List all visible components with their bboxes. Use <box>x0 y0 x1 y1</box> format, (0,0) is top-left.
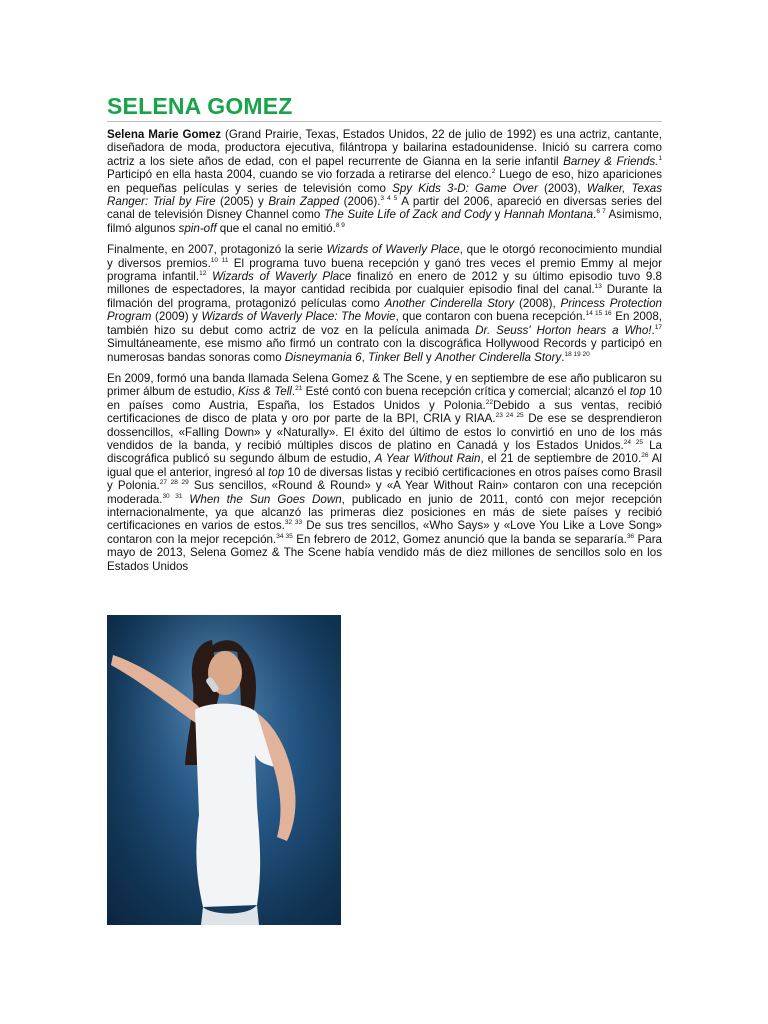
text-run: En febrero de 2012, Gomez anunció que la banda se separaría. <box>292 532 627 546</box>
reference-marker: 30 31 <box>162 492 183 500</box>
reference-marker: 12 <box>199 270 207 278</box>
italic-text: Walker, Texas Ranger: Trial by Fire <box>107 181 662 209</box>
reference-marker: 10 11 <box>210 256 229 264</box>
text-run: (2009) y <box>151 310 202 324</box>
italic-text: Barney & Friends. <box>563 154 659 168</box>
italic-text: Dr. Seuss' Horton hears a Who! <box>475 323 652 337</box>
italic-text: Brain Zapped <box>268 195 340 209</box>
text-run: . <box>561 350 565 364</box>
text-run: . <box>291 385 296 399</box>
reference-marker: 8 9 <box>335 221 345 229</box>
reference-marker: 6 7 <box>596 208 606 216</box>
text-run: 10 de diversas listas y recibió certificaciones en otros países como Brasil y Polonia. <box>107 465 662 493</box>
text-run: Para mayo de 2013, Selena Gomez & The Scene había vendido más de diez millones de sencillos solo en los Estados Unidos <box>107 532 663 573</box>
reference-marker: 24 25 <box>623 439 643 447</box>
reference-marker: 13 <box>594 283 602 291</box>
text-run: finalizó en enero de 2012 y su último episodio tuvo 9.8 millones de espectadores, la mayor cantidad recibida por cualquier episodio final del canal. <box>107 270 662 297</box>
reference-marker: 22 <box>485 398 493 406</box>
paragraph-2 <box>107 243 662 364</box>
text-run: 10 en países como Austria, España, los Estados Unidos y Polonia. <box>107 385 662 412</box>
italic-text: spin-off <box>178 221 217 235</box>
italic-text: top <box>629 385 646 399</box>
text-run: Asimismo, filmó algunos <box>107 208 663 235</box>
italic-text: Kiss & Tell <box>238 385 292 399</box>
italic-text: Tinker Bell <box>368 350 423 364</box>
concert-photo <box>107 615 341 925</box>
reference-marker: 1 <box>658 154 662 162</box>
text-run: (2003), <box>537 181 587 195</box>
text-run: , el 21 de septiembre de 2010. <box>480 452 642 466</box>
italic-text: Wizards of Waverly Place <box>326 243 460 257</box>
concert-photo-illustration <box>107 615 341 925</box>
text-run: , que contaron con buena recepción. <box>395 310 586 324</box>
text-run: La discográfica publicó su segundo álbum de estudio, <box>107 438 662 466</box>
paragraph-1 <box>107 128 662 235</box>
reference-marker: 23 24 25 <box>495 412 524 420</box>
italic-text: Another Cinderella Story <box>384 296 515 310</box>
text-run: . <box>651 323 655 337</box>
italic-text: Wizards of Waverly Place <box>212 270 352 284</box>
text-run: Finalmente, en 2007, protagonizó la serie <box>107 243 327 257</box>
text-run: De sus tres sencillos, «Who Says» y «Love You Like a Love Song» contaron con la mejor recepción. <box>107 519 662 546</box>
text-run: A partir del 2006, apareció en diversas series del canal de televisión Disney Channel como <box>107 195 662 222</box>
italic-text: Wizards of Waverly Place: The Movie <box>201 310 396 324</box>
italic-text: Another Cinderella Story <box>434 350 562 364</box>
text-run: En 2009, formó una banda llamada Selena Gomez & The Scene, y en septiembre de ese año publicaron su primer álbum de estudio, <box>107 371 662 399</box>
text-run: y <box>491 208 504 222</box>
text-run: que el canal no emitió. <box>216 221 336 235</box>
bold-text: Selena Marie Gomez <box>107 128 222 141</box>
italic-text: Hannah Montana <box>503 208 594 222</box>
italic-text: top <box>268 465 285 479</box>
reference-marker: 3 4 5 <box>380 195 398 203</box>
text-run: (2008), <box>514 296 561 310</box>
italic-text: When the Sun Goes Down <box>189 492 342 506</box>
text-run: De ese se desprendieron dossencillos, «Falling Down» y «Naturally». El éxito del último de estos lo convirtió en uno de los más vendidos de la banda, y recibió múltiples discos de platino en Canadá y los Estados Unidos. <box>107 412 662 452</box>
text-run: Luego de eso, hizo apariciones en pequeñas películas y series de televisión como <box>107 168 662 195</box>
paragraph-3 <box>107 372 662 573</box>
reference-marker: 26 <box>641 452 649 460</box>
text-run: , <box>361 350 369 364</box>
text-run: Al igual que el anterior, ingresó al <box>107 452 663 479</box>
italic-text: Princess Protection Program <box>107 296 662 324</box>
text-run: Esté contó con buena recepción crítica y comercial; alcanzó el <box>302 385 630 399</box>
text-run: , publicado en junio de 2011, contó con mejor recepción internacionalmente, ya que alcanzó las primeras diez posiciones en más de siete países y recibió certificaciones en varios de estos. <box>107 492 662 533</box>
text-run: (Grand Prairie, Texas, Estados Unidos, 22 de julio de 1992) es una actriz, cantante, diseñadora de moda, productora ejecutiva, filántropa y bailarina estadounidense. Inició su carrera como actriz a los siete años de edad, con el papel recurrente de Gianna en la serie infantil <box>107 128 662 168</box>
reference-marker: 27 28 29 <box>159 479 189 487</box>
text-run: (2005) y <box>215 195 269 209</box>
text-run: El programa tuvo buena recepción y ganó tres veces el premio Emmy al mejor programa infantil. <box>107 256 662 284</box>
text-run: Sus sencillos, «Round & Round» y «A Year Without Rain» contaron con una recepción moderada. <box>107 479 662 506</box>
text-run: Durante la filmación del programa, protagonizó películas como <box>107 283 662 310</box>
reference-marker: 21 <box>295 385 303 393</box>
reference-marker: 14 15 16 <box>585 310 612 318</box>
text-run: y <box>422 350 435 364</box>
document-title: SELENA GOMEZ <box>107 93 293 119</box>
text-run: . <box>593 208 597 222</box>
text-run: , que le otorgó reconocimiento mundial y diversos premios. <box>107 243 662 270</box>
italic-text: A Year Without Rain <box>374 452 481 466</box>
text-run: Participó en ella hasta 2004, cuando se vio forzada a retirarse del elenco. <box>107 168 492 182</box>
reference-marker: 2 <box>491 168 496 176</box>
italic-text: Spy Kids 3-D: Game Over <box>392 181 538 195</box>
text-run: Debido a sus ventas, recibió certificaciones de disco de plata y oro por parte de la BPI, CRIA y RIAA. <box>107 398 662 426</box>
reference-marker: 34 35 <box>276 532 293 540</box>
text-run: En 2008, también hizo su debut como actriz de voz en la película animada <box>107 310 662 337</box>
reference-marker: 36 <box>626 532 635 540</box>
text-run: (2006). <box>339 195 381 209</box>
italic-text: Disneymania 6 <box>284 350 362 364</box>
reference-marker: 32 33 <box>284 519 303 527</box>
text-run: Simultáneamente, ese mismo año firmó un contrato con la discográfica Hollywood Records y participó en numerosas bandas sonoras como <box>107 337 662 364</box>
reference-marker: 17 <box>654 323 662 331</box>
title-divider <box>107 121 662 122</box>
italic-text: The Suite Life of Zack and Cody <box>323 208 492 222</box>
document-body <box>107 92 662 581</box>
reference-marker: 18 19 20 <box>564 350 590 358</box>
